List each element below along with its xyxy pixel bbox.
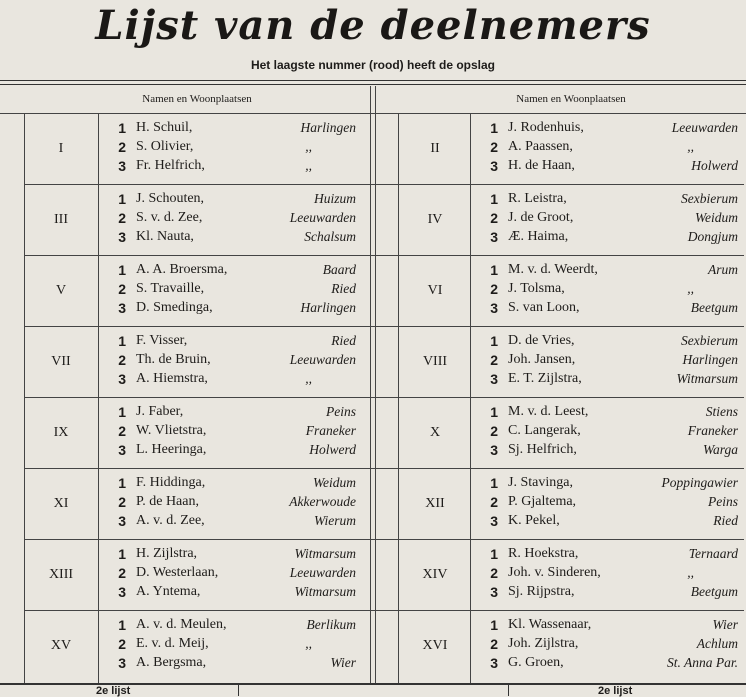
participant-name: G. Groen, [508,655,564,670]
participant-number: 1 [490,333,498,349]
participant-entry [484,158,738,176]
participant-number: 3 [118,513,126,529]
participant-place: Dongjum [687,229,738,244]
participant-name: Joh. v. Sinderen, [508,565,601,580]
participant-number: 2 [118,139,126,155]
participant-number: 3 [490,584,498,600]
participant-name: Joh. Jansen, [508,352,576,367]
participant-name: A. Hiemstra, [136,371,208,386]
participant-place: Witmarsum [294,584,356,599]
group-number: XVI [422,638,448,653]
participant-place: Harlingen [300,120,356,135]
participant-name: Joh. Zijlstra, [508,636,579,651]
participant-entry [112,352,356,370]
participant-number: 2 [118,565,126,581]
participant-name: J. Stavinga, [508,475,573,490]
participant-entry [484,423,738,441]
participant-place: ,, [305,636,312,651]
participant-name: H. Zijlstra, [136,546,198,561]
participant-place: Stiens [705,404,738,419]
participant-entry [484,636,738,654]
group-number: V [55,283,67,298]
participant-name: W. Vlietstra, [136,423,207,438]
participant-entry [112,333,356,351]
participant-entry [112,494,356,512]
participant-name: C. Langerak, [508,423,581,438]
group-separator [24,255,744,256]
column-header-right: Namen en Woonplaatsen [516,93,626,105]
bottom-divider [508,685,509,696]
participant-place: Leeuwarden [289,565,356,580]
participant-entry [112,475,356,493]
participant-entry [112,442,356,460]
participant-entry [484,655,738,673]
participant-entry [484,333,738,351]
participant-name: M. v. d. Leest, [508,404,589,419]
participant-place: Sexbierum [681,333,738,348]
participant-number: 1 [118,191,126,207]
participant-name: J. Rodenhuis, [508,120,584,135]
participant-place: Warga [702,442,738,457]
participant-entry [484,229,738,247]
group-number: XI [53,496,69,511]
participant-name: R. Leistra, [508,191,567,206]
participant-place: Holwerd [309,442,356,457]
participant-number: 1 [490,120,498,136]
participant-number: 3 [490,371,498,387]
participant-name: S. van Loon, [508,300,580,315]
participant-place: Wier [330,655,356,670]
group-separator [24,468,744,469]
participant-entry [112,636,356,654]
participant-name: J. Tolsma, [508,281,565,296]
participant-name: F. Visser, [136,333,188,348]
subtitle: Het laagste nummer (rood) heeft de opslag [250,58,496,72]
participant-name: A. v. d. Zee, [136,513,205,528]
participant-name: P. de Haan, [136,494,199,509]
participant-number: 2 [490,352,498,368]
participant-entry [112,139,356,157]
top-rule [0,80,746,81]
participant-place: Beetgum [690,584,738,599]
participant-name: A. A. Broersma, [136,262,228,277]
participant-number: 3 [118,371,126,387]
participant-number: 3 [118,158,126,174]
group-separator [24,539,744,540]
participant-place: Poppingawier [661,475,738,490]
group-number: IV [427,212,443,227]
participant-place: Franeker [687,423,738,438]
participant-number: 1 [490,404,498,420]
participant-number: 3 [490,300,498,316]
participant-place: St. Anna Par. [666,655,738,670]
participant-place: Weidum [695,210,738,225]
center-divider [370,86,371,683]
participant-entry [112,584,356,602]
participant-place: Beetgum [690,300,738,315]
participant-place: Ried [331,333,356,348]
participant-place: Ried [331,281,356,296]
participant-entry [112,546,356,564]
participant-entry [484,513,738,531]
participant-place: Achlum [696,636,738,651]
bottom-divider [238,685,239,696]
column-divider [98,113,99,683]
bottom-label-left: 2e lijst [96,685,131,697]
participant-entry [484,617,738,635]
participant-place: Ried [713,513,738,528]
participant-number: 2 [118,352,126,368]
participant-entry [484,210,738,228]
participant-number: 3 [118,584,126,600]
participant-entry [112,617,356,635]
participant-number: 1 [490,262,498,278]
participant-entry [484,546,738,564]
participant-number: 2 [118,636,126,652]
participant-number: 1 [118,617,126,633]
group-number: VIII [422,354,448,369]
participant-name: S. Travaille, [136,281,205,296]
participant-entry [484,191,738,209]
participant-entry [484,262,738,280]
participant-place: Franeker [305,423,356,438]
participant-number: 3 [490,513,498,529]
participant-place: ,, [687,565,694,580]
participant-place: Witmarsum [294,546,356,561]
participant-number: 2 [490,494,498,510]
participant-name: J. Schouten, [136,191,205,206]
participant-number: 3 [490,158,498,174]
participant-place: Witmarsum [676,371,738,386]
participant-entry [112,281,356,299]
participant-number: 3 [490,229,498,245]
participant-entry [112,423,356,441]
participant-name: E. T. Zijlstra, [508,371,582,386]
participant-place: Wier [712,617,738,632]
participant-entry [484,565,738,583]
group-number: VII [51,354,71,369]
participant-number: 3 [490,442,498,458]
participant-name: R. Hoekstra, [508,546,579,561]
participant-place: Berlikum [306,617,356,632]
participant-entry [112,262,356,280]
participant-entry [484,584,738,602]
participant-place: Akkerwoude [289,494,356,509]
participant-entry [484,352,738,370]
participant-name: K. Pekel, [508,513,560,528]
participant-entry [484,371,738,389]
participant-number: 1 [118,120,126,136]
participant-name: A. Yntema, [136,584,201,599]
participant-name: D. Westerlaan, [136,565,219,580]
participant-number: 2 [490,281,498,297]
participant-number: 2 [118,210,126,226]
participant-number: 3 [118,300,126,316]
participant-place: ,, [687,281,694,296]
participant-name: E. v. d. Meij, [136,636,209,651]
group-separator [24,397,744,398]
participant-name: S. v. d. Zee, [136,210,203,225]
group-number: XII [425,496,445,511]
participant-entry [484,281,738,299]
group-number: III [54,212,68,227]
participant-entry [112,565,356,583]
participant-entry [484,475,738,493]
participant-place: Sexbierum [681,191,738,206]
column-header-left: Namen en Woonplaatsen [142,93,252,105]
center-divider [375,86,376,683]
participant-entry [112,120,356,138]
group-separator [24,184,744,185]
group-number: IX [53,425,69,440]
participant-name: Kl. Nauta, [136,229,194,244]
participant-number: 1 [118,404,126,420]
participant-name: F. Hiddinga, [136,475,206,490]
participant-place: Schalsum [304,229,356,244]
participant-name: L. Heeringa, [136,442,207,457]
participant-place: Wierum [314,513,356,528]
participant-place: Leeuwarden [289,352,356,367]
participant-number: 2 [490,636,498,652]
participant-number: 2 [118,423,126,439]
participant-name: A. Bergsma, [136,655,207,670]
participant-place: Holwerd [691,158,738,173]
participant-name: Sj. Rijpstra, [508,584,575,599]
participant-name: Th. de Bruin, [136,352,211,367]
participant-number: 3 [118,655,126,671]
participant-entry [112,229,356,247]
participant-entry [484,494,738,512]
participant-entry [112,158,356,176]
participant-number: 2 [490,210,498,226]
participant-place: Ternaard [688,546,738,561]
group-separator [24,326,744,327]
participant-place: Harlingen [300,300,356,315]
participant-name: J. Faber, [136,404,184,419]
header-rule [0,113,746,114]
group-number: VI [427,283,443,298]
participant-number: 2 [118,494,126,510]
participant-number: 1 [490,617,498,633]
participant-place: Arum [708,262,738,277]
participant-entry [112,300,356,318]
participant-name: D. Smedinga, [136,300,213,315]
participant-name: Fr. Helfrich, [136,158,205,173]
group-number: I [58,141,64,156]
participant-name: J. de Groot, [508,210,574,225]
participant-number: 2 [118,281,126,297]
participant-name: P. Gjaltema, [508,494,577,509]
participant-name: Kl. Wassenaar, [508,617,592,632]
participant-name: S. Olivier, [136,139,194,154]
participant-number: 1 [118,475,126,491]
participant-name: A. Paassen, [508,139,573,154]
participant-name: M. v. d. Weerdt, [508,262,598,277]
top-rule-inner [0,84,746,85]
participant-place: Leeuwarden [671,120,738,135]
participant-entry [112,371,356,389]
participant-place: ,, [687,139,694,154]
participant-number: 3 [118,442,126,458]
participant-entry [484,404,738,422]
group-number: II [430,141,440,156]
participant-number: 1 [490,475,498,491]
group-separator [24,610,744,611]
participant-entry [484,139,738,157]
participant-entry [112,210,356,228]
participant-number: 2 [490,139,498,155]
participant-number: 2 [490,565,498,581]
participant-entry [484,300,738,318]
group-number: X [429,425,441,440]
participant-name: H. de Haan, [508,158,575,173]
participant-number: 1 [118,333,126,349]
group-number: XIII [48,567,74,582]
participant-place: Huizum [313,191,356,206]
participant-place: Harlingen [682,352,738,367]
participant-name: A. v. d. Meulen, [136,617,227,632]
participant-number: 3 [490,655,498,671]
participant-entry [112,513,356,531]
participant-entry [484,442,738,460]
participant-number: 1 [118,546,126,562]
participant-place: Baard [322,262,356,277]
participant-place: Peins [708,494,738,509]
participant-entry [112,655,356,673]
page-title: Lijst van de deelnemers [95,2,651,49]
participant-place: Leeuwarden [289,210,356,225]
participant-place: Weidum [313,475,356,490]
bottom-label-right: 2e lijst [598,685,633,697]
participant-name: Æ. Haima, [508,229,569,244]
participant-name: H. Schuil, [136,120,193,135]
participant-place: ,, [305,158,312,173]
participant-entry [112,404,356,422]
participant-place: Peins [326,404,356,419]
participant-place: ,, [305,139,312,154]
participant-entry [484,120,738,138]
participant-name: D. de Vries, [508,333,575,348]
participant-number: 1 [490,191,498,207]
participant-number: 1 [490,546,498,562]
participant-entry [112,191,356,209]
participant-name: Sj. Helfrich, [508,442,577,457]
group-number: XIV [422,567,448,582]
participant-number: 3 [118,229,126,245]
participant-place: ,, [305,371,312,386]
participant-number: 1 [118,262,126,278]
group-number: XV [50,638,72,653]
participant-number: 2 [490,423,498,439]
